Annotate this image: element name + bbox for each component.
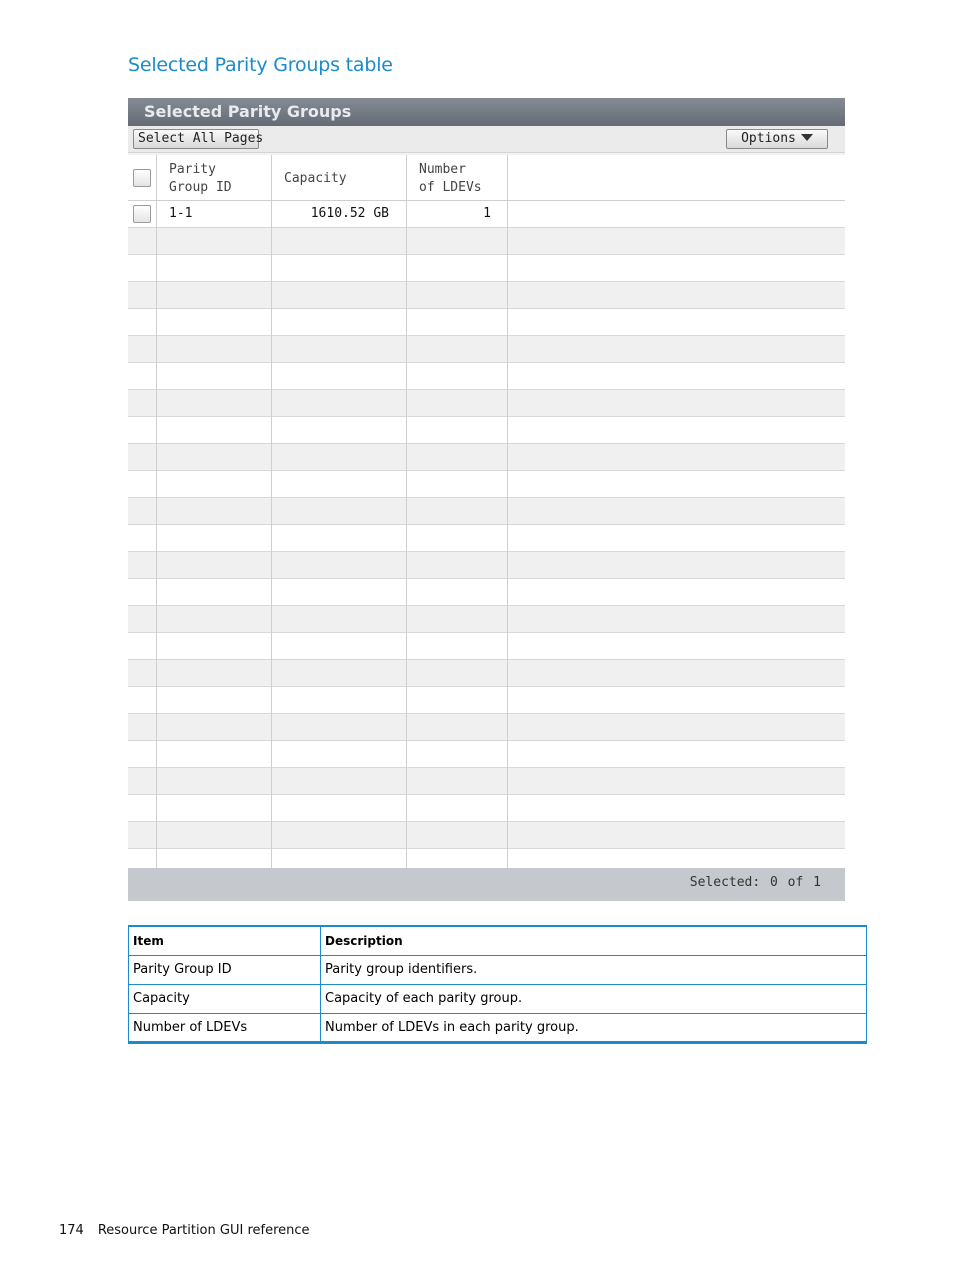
selection-count: Selected: 0 of 1 (689, 875, 821, 890)
panel-toolbar (128, 126, 845, 153)
row-checkbox[interactable] (133, 205, 151, 223)
empty-table-row (128, 552, 845, 579)
empty-table-row (128, 309, 845, 336)
panel-title: Selected Parity Groups (128, 98, 845, 126)
empty-table-row (128, 741, 845, 768)
options-label: Options (741, 131, 796, 146)
options-button[interactable] (726, 129, 828, 149)
description-cell: Capacity of each parity group. (321, 984, 867, 1013)
empty-table-row (128, 687, 845, 714)
column-divider (156, 155, 157, 868)
select-all-checkbox[interactable] (133, 169, 151, 187)
empty-table-row (128, 768, 845, 795)
selected-parity-groups-panel (128, 98, 845, 901)
select-all-pages-button[interactable]: Select All Pages (133, 129, 259, 149)
empty-table-row (128, 417, 845, 444)
header-item: Item (129, 926, 321, 955)
empty-table-row (128, 282, 845, 309)
table-row[interactable] (128, 201, 845, 228)
empty-table-row (128, 390, 845, 417)
description-table (128, 925, 867, 1044)
empty-table-row (128, 498, 845, 525)
chevron-down-icon (801, 134, 813, 141)
table-row (129, 955, 867, 984)
item-cell: Capacity (129, 984, 321, 1013)
cell-capacity: 1610.52 GB (310, 206, 389, 221)
empty-table-row (128, 633, 845, 660)
description-cell: Parity group identifiers. (321, 955, 867, 984)
parity-groups-grid (128, 155, 845, 868)
cell-number-of-ldevs: 1 (483, 206, 491, 221)
empty-table-row (128, 822, 845, 849)
cell-parity-group-id: 1-1 (169, 206, 193, 221)
empty-table-row (128, 579, 845, 606)
column-header-parity-group-id[interactable]: Parity Group ID (169, 162, 232, 195)
page-number: 174 (59, 1223, 84, 1238)
empty-table-row (128, 525, 845, 552)
section-title: Selected Parity Groups table (128, 54, 393, 76)
description-cell: Number of LDEVs in each parity group. (321, 1013, 867, 1042)
column-divider (507, 155, 508, 868)
empty-table-row (128, 363, 845, 390)
description-table-header (129, 926, 867, 955)
column-divider (406, 155, 407, 868)
empty-table-row (128, 471, 845, 498)
empty-table-row (128, 660, 845, 687)
grid-header-row (128, 155, 845, 201)
page-footer-title: Resource Partition GUI reference (97, 1223, 310, 1238)
column-divider (271, 155, 272, 868)
table-row (129, 1013, 867, 1042)
item-cell: Number of LDEVs (129, 1013, 321, 1042)
table-row (129, 984, 867, 1013)
item-cell: Parity Group ID (129, 955, 321, 984)
page-footer (59, 1223, 310, 1238)
empty-table-row (128, 606, 845, 633)
empty-table-row (128, 336, 845, 363)
empty-table-row (128, 444, 845, 471)
column-header-number-of-ldevs[interactable]: Number of LDEVs (419, 162, 482, 195)
empty-table-row (128, 795, 845, 822)
header-description: Description (321, 926, 867, 955)
empty-table-row (128, 255, 845, 282)
column-header-capacity[interactable]: Capacity (284, 171, 347, 186)
panel-footer (128, 868, 845, 901)
empty-table-row (128, 228, 845, 255)
empty-table-row (128, 714, 845, 741)
